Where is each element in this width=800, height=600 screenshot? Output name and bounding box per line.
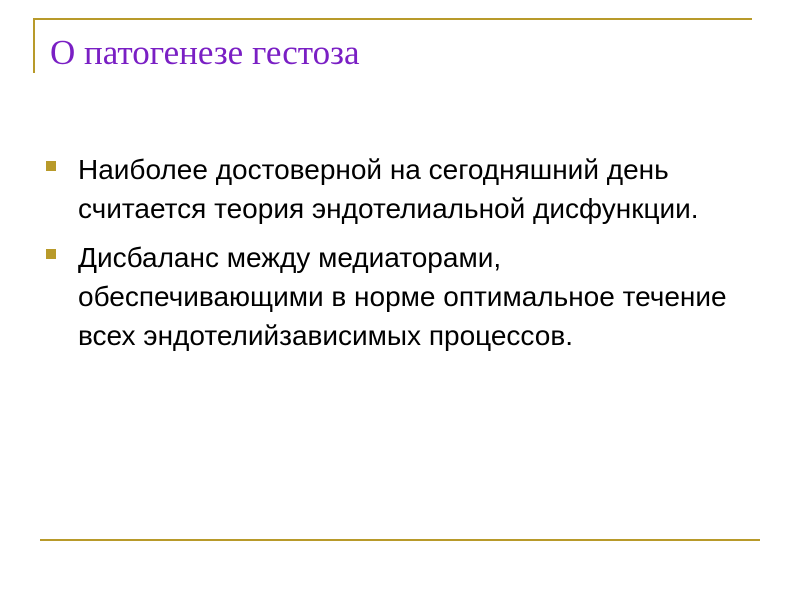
bullet-text: Дисбаланс между медиаторами, обеспечивающими в норме оптимальное течение всех эндотелийзависимых процессов. xyxy=(78,242,727,351)
bullet-text: Наиболее достоверной на сегодняшний день считается теория эндотелиальной дисфункции. xyxy=(78,154,699,224)
bullet-list xyxy=(46,150,746,365)
top-divider xyxy=(33,18,752,20)
bullet-item xyxy=(46,150,746,228)
square-bullet-icon xyxy=(46,249,56,259)
square-bullet-icon xyxy=(46,161,56,171)
slide-title: О патогенезе гестоза xyxy=(50,33,360,72)
bottom-divider xyxy=(40,539,760,541)
bullet-item xyxy=(46,238,746,355)
left-divider xyxy=(33,18,35,73)
